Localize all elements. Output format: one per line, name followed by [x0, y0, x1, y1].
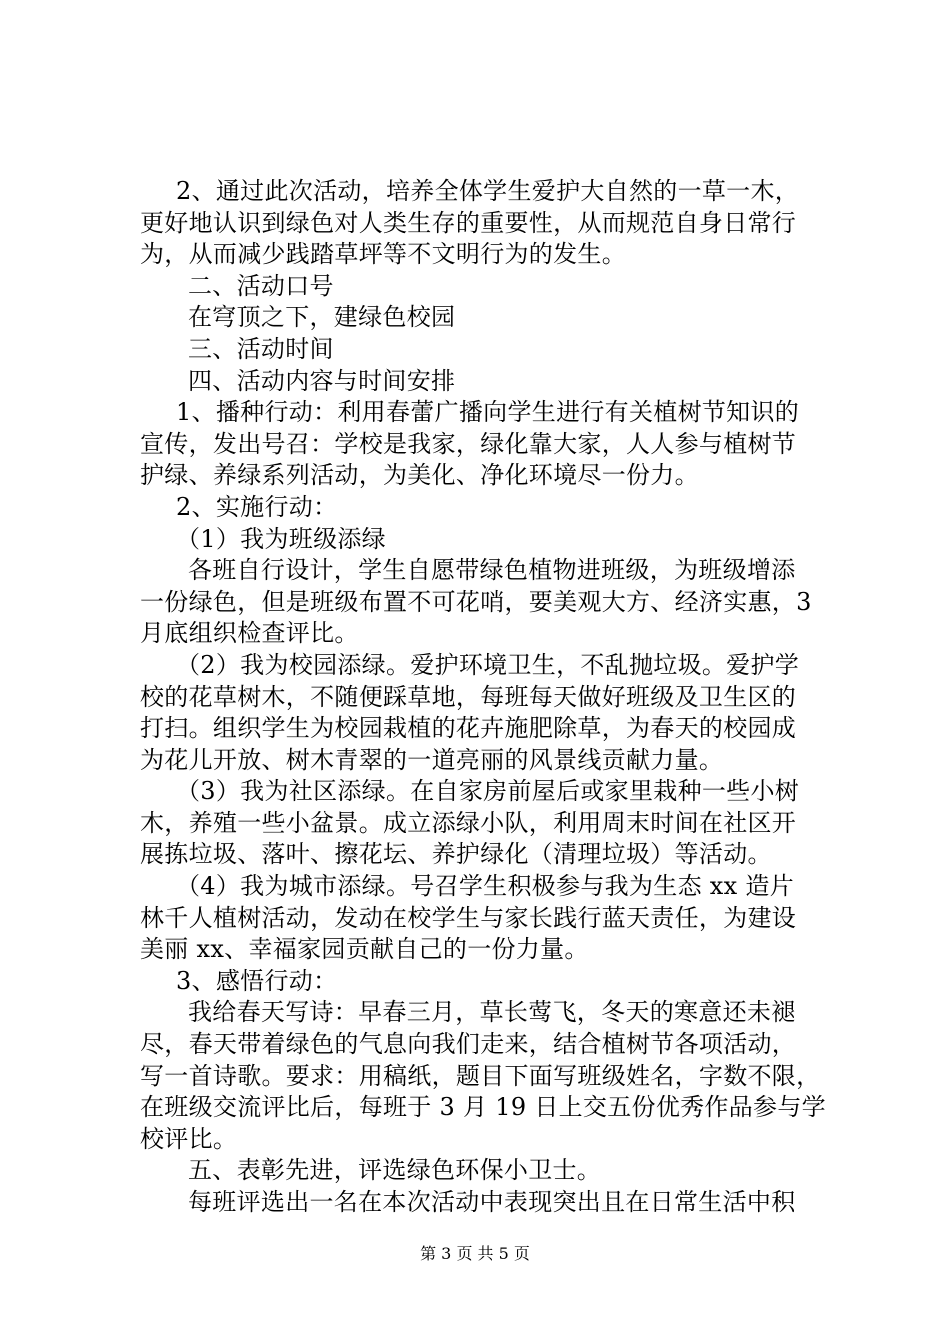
paragraph-line: （3）我为社区添绿。在自家房前屋后或家里栽种一些小树	[176, 777, 800, 806]
section-heading: 五、表彰先进，评选绿色环保小卫士。	[188, 1156, 602, 1185]
paragraph-line: 木，养殖一些小盆景。成立添绿小队，利用周末时间在社区开	[140, 808, 797, 837]
paragraph-line: 在班级交流评比后，每班于 3 月 19 日上交五份优秀作品参与学	[140, 1093, 826, 1122]
paragraph-line: 月底组织检查评比。	[140, 619, 359, 648]
paragraph-line: （4）我为城市添绿。号召学生积极参与我为生态 xx 造片	[176, 872, 794, 901]
paragraph-line: 一份绿色，但是班级布置不可花哨，要美观大方、经济实惠，3	[140, 587, 812, 616]
item-heading: （1）我为班级添绿	[176, 524, 386, 553]
paragraph-line: （2）我为校园添绿。爱护环境卫生，不乱抛垃圾。爱护学	[176, 650, 800, 679]
paragraph-line: 我给春天写诗：早春三月，草长莺飞，冬天的寒意还未褪	[188, 998, 796, 1027]
subsection-heading: 3、感悟行动：	[176, 966, 338, 995]
paragraph-line: 为，从而减少践踏草坪等不文明行为的发生。	[140, 240, 626, 269]
section-heading: 二、活动口号	[188, 271, 334, 300]
paragraph-line: 2、通过此次活动，培养全体学生爱护大自然的一草一木，	[176, 177, 800, 205]
document-body	[140, 176, 840, 1219]
paragraph-line: 校评比。	[140, 1124, 238, 1153]
paragraph-line: 校的花草树木，不随便踩草地，每班每天做好班级及卫生区的	[140, 682, 797, 711]
paragraph-line: 为花儿开放、树木青翠的一道亮丽的风景线贡献力量。	[140, 745, 724, 774]
page-footer: 第 3 页 共 5 页	[420, 1244, 530, 1263]
paragraph-line: 每班评选出一名在本次活动中表现突出且在日常生活中积	[188, 1188, 796, 1216]
paragraph-line: 打扫。组织学生为校园栽植的花卉施肥除草，为春天的校园成	[140, 714, 797, 743]
slogan-line: 在穹顶之下，建绿色校园	[188, 303, 456, 332]
paragraph-line: 写一首诗歌。要求：用稿纸，题目下面写班级姓名，字数不限，	[140, 1061, 821, 1090]
paragraph-line: 1、播种行动：利用春蕾广播向学生进行有关植树节知识的	[176, 398, 800, 427]
paragraph-line: 美丽 xx、幸福家园贡献自己的一份力量。	[140, 935, 589, 964]
paragraph-line: 各班自行设计，学生自愿带绿色植物进班级，为班级增添	[188, 556, 796, 585]
paragraph-line: 更好地认识到绿色对人类生存的重要性，从而规范自身日常行	[140, 208, 797, 237]
section-heading: 三、活动时间	[188, 334, 334, 363]
paragraph-line: 宣传，发出号召：学校是我家，绿化靠大家，人人参与植树节	[140, 429, 797, 458]
paragraph-line: 林千人植树活动，发动在校学生与家长践行蓝天责任，为建设	[140, 903, 797, 932]
paragraph-line: 展拣垃圾、落叶、擦花坛、养护绿化（清理垃圾）等活动。	[140, 840, 772, 869]
section-heading: 四、活动内容与时间安排	[188, 366, 456, 395]
subsection-heading: 2、实施行动：	[176, 492, 338, 521]
paragraph-line: 护绿、养绿系列活动，为美化、净化环境尽一份力。	[140, 461, 699, 490]
paragraph-line: 尽，春天带着绿色的气息向我们走来，结合植树节各项活动，	[140, 1030, 797, 1059]
